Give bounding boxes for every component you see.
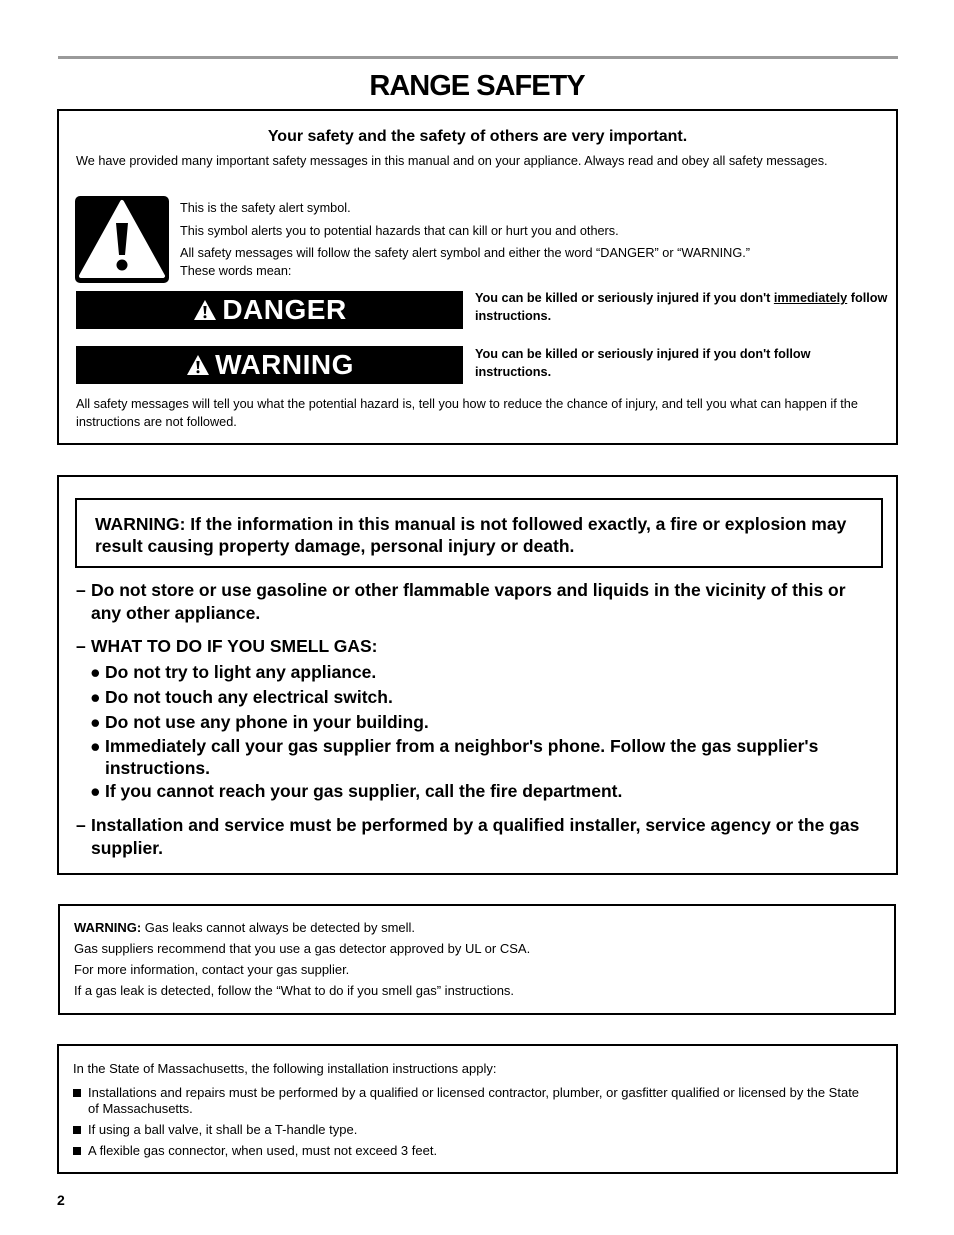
page-title: RANGE SAFETY	[369, 70, 585, 102]
gas-smell-step-text: Do not touch any electrical switch.	[105, 687, 393, 707]
gas-warning-item	[76, 814, 876, 860]
massachusetts-item	[73, 1143, 873, 1159]
gas-leak-box	[58, 904, 896, 1015]
gas-leak-line: For more information, contact your gas supplier.	[74, 962, 350, 977]
gas-smell-step	[90, 686, 860, 708]
dash-marker: –	[76, 815, 86, 835]
gas-warning-item	[76, 579, 876, 625]
massachusetts-item-text: If using a ball valve, it shall be a T-handle type.	[88, 1122, 358, 1137]
gas-leak-line: If a gas leak is detected, follow the “What to do if you smell gas” instructions.	[74, 983, 515, 998]
fire-explosion-warning	[75, 498, 883, 568]
gas-smell-step-text: Do not try to light any appliance.	[105, 662, 377, 682]
bullet-icon: ●	[90, 736, 101, 756]
bullet-icon: ●	[90, 662, 101, 682]
gas-leak-line-text: Gas leaks cannot always be detected by smell.	[141, 920, 416, 935]
danger-desc-emphasis: immediately	[773, 291, 848, 305]
safety-intro-text: We have provided many important safety messages in this manual and on your appliance. Always read and obey all safety messages.	[76, 154, 828, 168]
gas-leak-label: WARNING:	[74, 920, 142, 935]
symbol-line: These words mean:	[180, 264, 292, 278]
top-rule	[58, 56, 898, 59]
massachusetts-item-text: Installations and repairs must be performed by a qualified or licensed contractor, plumber, or gasfitter qualified or licensed by the State of Massachusetts.	[88, 1085, 860, 1116]
warning-description: You can be killed or seriously injured if you don't follow instructions.	[475, 347, 811, 379]
safety-heading: Your safety and the safety of others are very important.	[267, 128, 688, 145]
warning-label: WARNING	[215, 349, 354, 380]
warning-triangle-icon	[192, 298, 218, 322]
danger-desc-text: follow instructions.	[475, 291, 888, 323]
gas-smell-step-text: If you cannot reach your gas supplier, call the fire department.	[105, 781, 623, 801]
warning-triangle-icon	[185, 353, 211, 377]
gas-smell-step	[90, 711, 860, 733]
dash-marker: –	[76, 580, 86, 600]
massachusetts-intro: In the State of Massachusetts, the following installation instructions apply:	[73, 1061, 497, 1076]
danger-signal-bar	[76, 291, 463, 329]
dash-marker: –	[76, 636, 86, 656]
danger-label: DANGER	[222, 294, 347, 325]
square-bullet-icon	[73, 1089, 81, 1097]
safety-alert-symbol-icon	[75, 196, 169, 283]
safety-intro-box	[57, 109, 898, 445]
massachusetts-item	[73, 1085, 873, 1117]
danger-description	[475, 289, 890, 325]
gas-smell-step	[90, 661, 860, 683]
gas-smell-step	[90, 735, 860, 779]
massachusetts-item-text: A flexible gas connector, when used, must not exceed 3 feet.	[88, 1143, 438, 1158]
gas-smell-step	[90, 780, 860, 802]
gas-leak-line	[74, 920, 874, 936]
safety-footer-text: All safety messages will tell you what the potential hazard is, tell you how to reduce the chance of injury, and tell you what can happen if the instructions are not followed.	[76, 397, 858, 429]
massachusetts-box	[57, 1044, 898, 1174]
bullet-icon: ●	[90, 687, 101, 707]
gas-smell-step-text: Immediately call your gas supplier from a neighbor's phone. Follow the gas supplier's instructions.	[105, 736, 819, 778]
gas-warning-item-text: Do not store or use gasoline or other flammable vapors and liquids in the vicinity of this or any other appliance.	[91, 580, 846, 623]
square-bullet-icon	[73, 1147, 81, 1155]
bullet-icon: ●	[90, 712, 101, 732]
page-number: 2	[57, 1192, 65, 1208]
fire-explosion-warning-text: WARNING: If the information in this manual is not followed exactly, a fire or explosion may result causing property damage, personal injury or death.	[95, 514, 847, 556]
square-bullet-icon	[73, 1126, 81, 1134]
symbol-line: All safety messages will follow the safety alert symbol and either the word “DANGER” or “WARNING.”	[180, 246, 750, 260]
gas-warning-item-text: Installation and service must be performed by a qualified installer, service agency or the gas supplier.	[91, 815, 860, 858]
gas-warning-box	[57, 475, 898, 875]
gas-leak-line: Gas suppliers recommend that you use a gas detector approved by UL or CSA.	[74, 941, 531, 956]
gas-smell-step-text: Do not use any phone in your building.	[105, 712, 429, 732]
symbol-line: This is the safety alert symbol.	[180, 201, 351, 215]
gas-warning-item-text: WHAT TO DO IF YOU SMELL GAS:	[91, 636, 378, 656]
danger-desc-text: You can be killed or seriously injured if you don't	[475, 291, 774, 305]
symbol-line: This symbol alerts you to potential hazards that can kill or hurt you and others.	[180, 224, 619, 238]
massachusetts-item	[73, 1122, 873, 1138]
warning-signal-bar	[76, 346, 463, 384]
gas-warning-item	[76, 635, 876, 658]
bullet-icon: ●	[90, 781, 101, 801]
